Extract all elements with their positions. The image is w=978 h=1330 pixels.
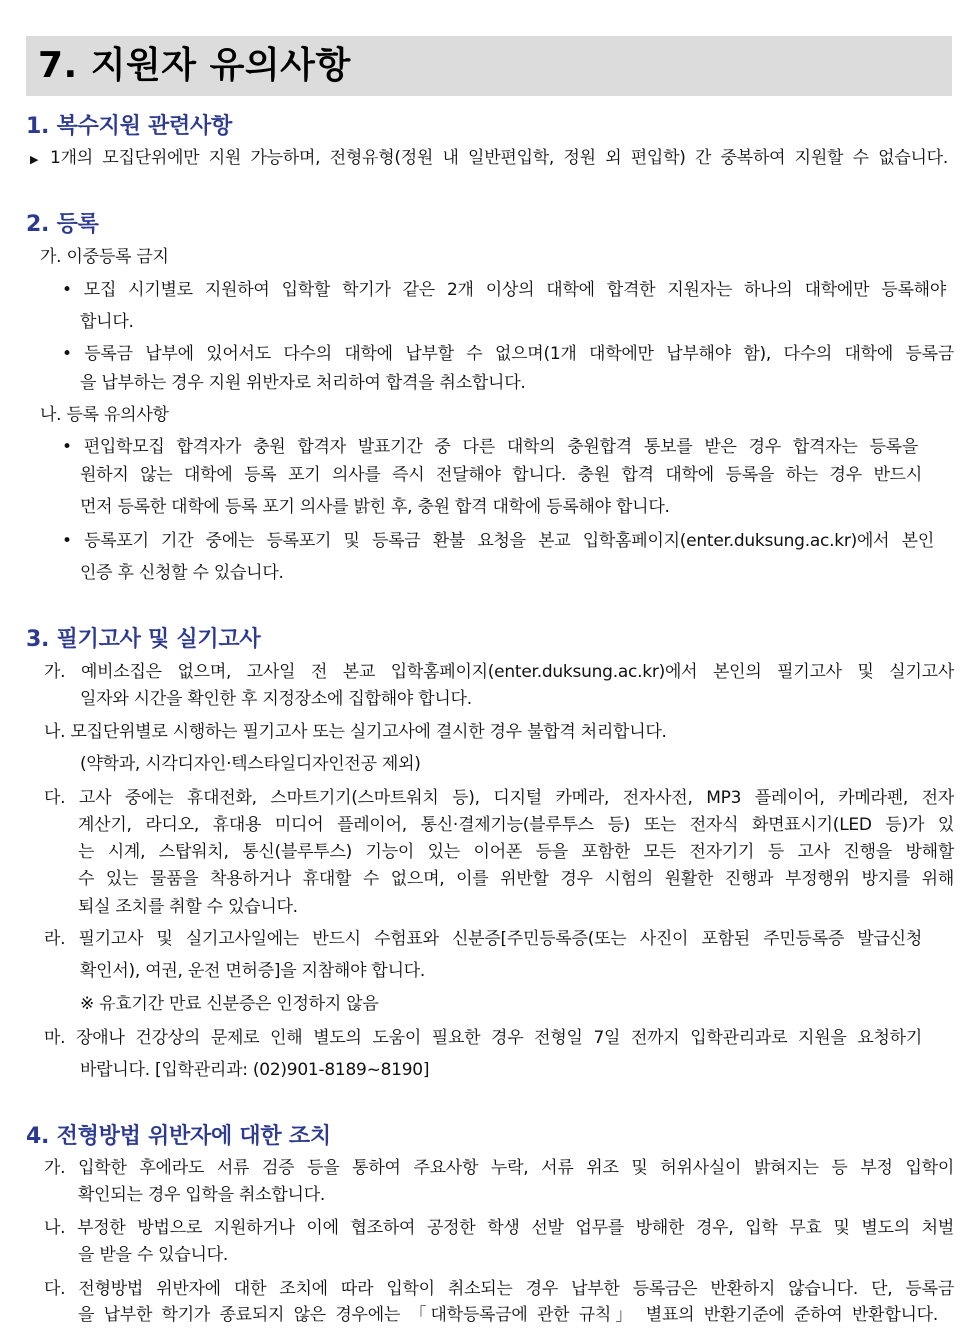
section-3-ga-line-2: 일자와 시간을 확인한 후 지정장소에 집합해야 합니다. bbox=[80, 689, 472, 709]
section-2-na-item-1-line-1: • 편입학모집 합격자가 충원 합격자 발표기간 중 다른 대학의 충원합격 통보를 받은 경우 합격자는 등록을 bbox=[62, 437, 918, 457]
section-3-ra-line-2: 확인서), 여권, 운전 면허증]을 지참해야 합니다. bbox=[80, 961, 426, 981]
section-3-ga-line-1: 가. 예비소집은 없으며, 고사일 전 본교 입학홈페이지(enter.duksung.ac.kr)에서 본인의 필기고사 및 실기고사 bbox=[44, 662, 954, 682]
section-2-ga-item-2-line-2: 을 납부하는 경우 지원 위반자로 처리하여 합격을 취소합니다. bbox=[80, 373, 526, 393]
section-2-ga-item-1-line-2: 합니다. bbox=[80, 312, 134, 332]
section-3-na-line-2: (약학과, 시각디자인·텍스타일디자인전공 제외) bbox=[80, 754, 421, 774]
section-4-da-line-1: 다. 전형방법 위반자에 대한 조치에 따라 입학이 취소되는 경우 납부한 등록금은 반환하지 않습니다. 단, 등록금 bbox=[44, 1279, 954, 1299]
section-2-ga-item-2-line-1: • 등록금 납부에 있어서도 다수의 대학에 납부할 수 없으며(1개 대학에만 납부해야 함), 다수의 대학에 등록금 bbox=[62, 344, 954, 364]
section-4-da-line-2: 을 납부한 학기가 종료되지 않은 경우에는 「대학등록금에 관한 규칙」 별표의 반환기준에 준하여 반환합니다. bbox=[78, 1305, 938, 1325]
section-2-subhead-ga: 가. 이중등록 금지 bbox=[40, 247, 169, 267]
section-1-text: 1개의 모집단위에만 지원 가능하며, 전형유형(정원 내 일반편입학, 정원 외 편입학) 간 중복하여 지원할 수 없습니다. bbox=[50, 148, 948, 168]
section-3-da-line-5: 퇴실 조치를 취할 수 있습니다. bbox=[78, 897, 298, 917]
section-3-ra-line-1: 라. 필기고사 및 실기고사일에는 반드시 수험표와 신분증[주민등록증(또는 사진이 포함된 주민등록증 발급신청 bbox=[44, 929, 922, 949]
section-3-ma-line-1: 마. 장애나 건강상의 문제로 인해 별도의 도움이 필요한 경우 전형일 7일 전까지 입학관리과로 지원을 요청하기 bbox=[44, 1028, 922, 1048]
section-4-title: 4. 전형방법 위반자에 대한 조치 bbox=[26, 1124, 331, 1149]
triangle-bullet-icon: ▶ bbox=[30, 153, 39, 166]
section-3-ma-line-2: 바랍니다. [입학관리과: (02)901-8189~8190] bbox=[80, 1060, 430, 1080]
section-2-na-item-2-line-1: • 등록포기 기간 중에는 등록포기 및 등록금 환불 요청을 본교 입학홈페이지(enter.duksung.ac.kr)에서 본인 bbox=[62, 531, 934, 551]
section-3-na-line-1: 나. 모집단위별로 시행하는 필기고사 또는 실기고사에 결시한 경우 불합격 처리합니다. bbox=[44, 722, 667, 742]
section-3-da-line-2: 계산기, 라디오, 휴대용 미디어 플레이어, 통신·결제기능(블루투스 등) 또는 전자식 화면표시기(LED 등)가 있 bbox=[78, 815, 954, 835]
section-2-na-item-1-line-2: 원하지 않는 대학에 등록 포기 의사를 즉시 전달해야 합니다. 충원 합격 대학에 등록을 하는 경우 반드시 bbox=[80, 465, 922, 485]
chapter-title: 7. 지원자 유의사항 bbox=[26, 36, 952, 96]
section-3-da-line-1: 다. 고사 중에는 휴대전화, 스마트기기(스마트워치 등), 디지털 카메라, 전자사전, MP3 플레이어, 카메라펜, 전자 bbox=[44, 788, 954, 808]
section-2-na-item-1-line-3: 먼저 등록한 대학에 등록 포기 의사를 밝힌 후, 충원 합격 대학에 등록해야 합니다. bbox=[80, 497, 670, 517]
section-4-na-line-2: 을 받을 수 있습니다. bbox=[78, 1245, 228, 1265]
section-2-subhead-na: 나. 등록 유의사항 bbox=[40, 405, 169, 425]
section-2-na-item-2-line-2: 인증 후 신청할 수 있습니다. bbox=[80, 563, 284, 583]
section-4-na-line-1: 나. 부정한 방법으로 지원하거나 이에 협조하여 공정한 학생 선발 업무를 방해한 경우, 입학 무효 및 별도의 처벌 bbox=[44, 1218, 954, 1238]
section-3-da-line-4: 수 있는 물품을 착용하거나 휴대할 수 없으며, 이를 위반할 경우 시험의 원활한 진행과 부정행위 방지를 위해 bbox=[78, 869, 954, 889]
section-3-ra-note: ※ 유효기간 만료 신분증은 인정하지 않음 bbox=[80, 994, 379, 1014]
section-1-title: 1. 복수지원 관련사항 bbox=[26, 114, 232, 139]
section-4-ga-line-2: 확인되는 경우 입학을 취소합니다. bbox=[78, 1185, 326, 1205]
section-3-title: 3. 필기고사 및 실기고사 bbox=[26, 627, 261, 652]
section-2-title: 2. 등록 bbox=[26, 212, 99, 237]
section-2-ga-item-1-line-1: • 모집 시기별로 지원하여 입학할 학기가 같은 2개 이상의 대학에 합격한 지원자는 하나의 대학에만 등록해야 bbox=[62, 280, 946, 300]
section-3-da-line-3: 는 시계, 스탑워치, 통신(블루투스) 기능이 있는 이어폰 등을 포함한 모든 전자기기 등 고사 진행을 방해할 bbox=[78, 842, 954, 862]
section-4-ga-line-1: 가. 입학한 후에라도 서류 검증 등을 통하여 주요사항 누락, 서류 위조 및 허위사실이 밝혀지는 등 부정 입학이 bbox=[44, 1158, 954, 1178]
